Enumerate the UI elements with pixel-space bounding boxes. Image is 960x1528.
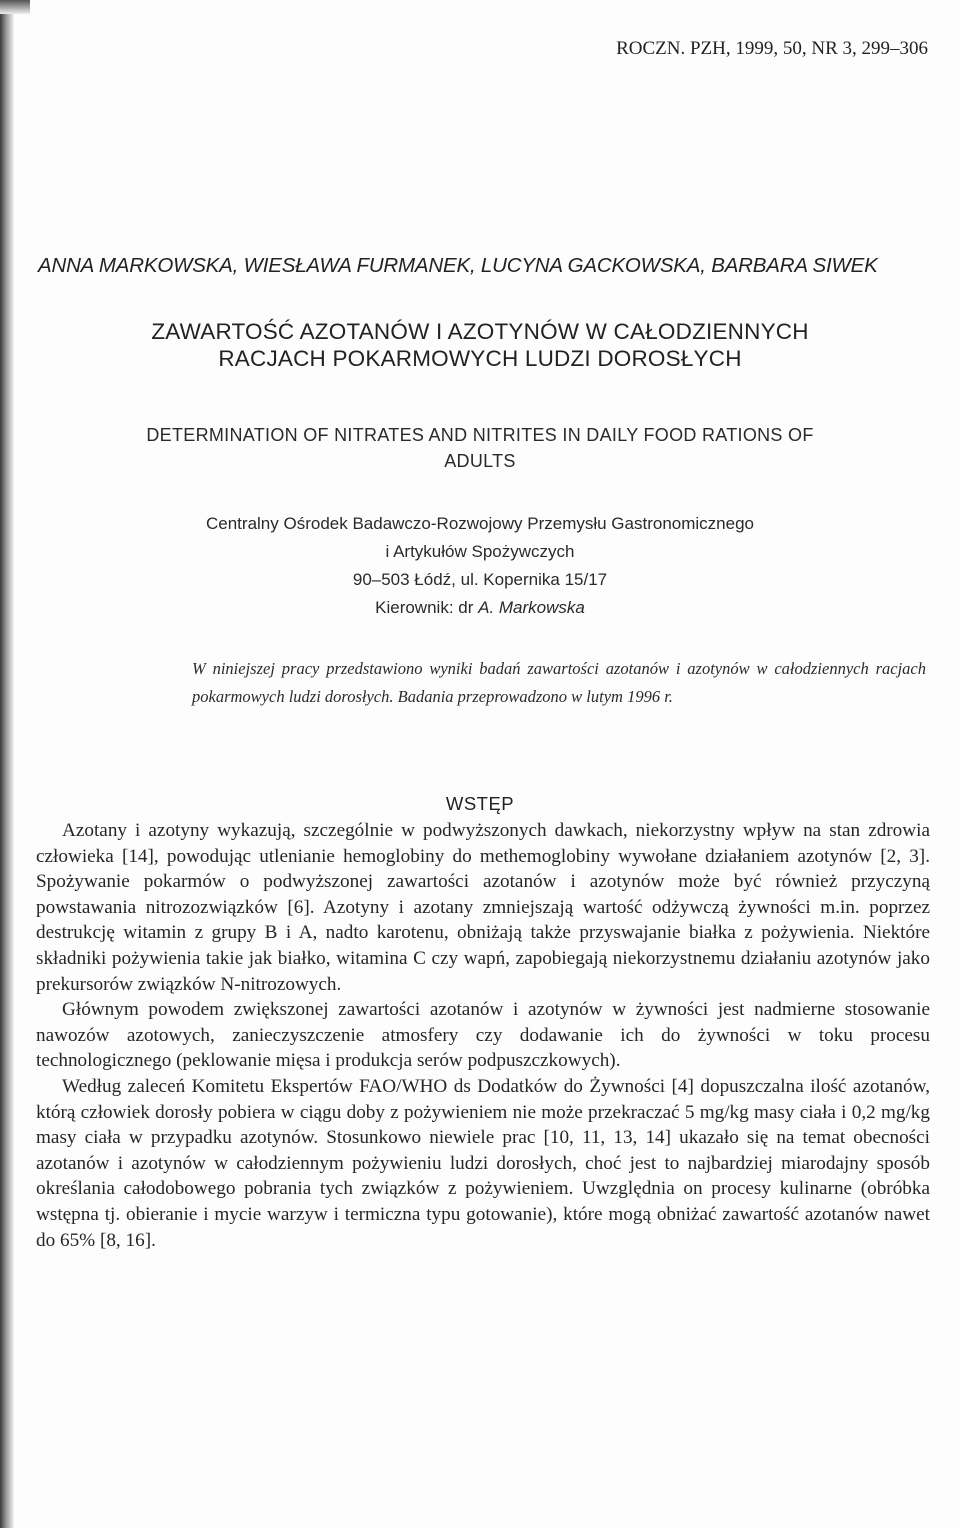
body-paragraph-1: Azotany i azotyny wykazują, szczególnie w podwyższonych dawkach, niekorzystny wpływ na stan zdrowia człowieka [14], powodując utlenianie hemoglobiny do methemoglobiny wywołane działaniem azotynów [2, 3]. Spożywanie pokarmów o podwyższonej zawartości azotanów i azotynów może być również przyczyną powstawania nitrozozwiązków [6]. Azotyny i azotany zmniejszają wartość odżywczą żywności m.in. poprzez destrukcję witamin z grupy B i A, nadto karotenu, obniżają także przyswajanie białka z pożywienia. Niektóre składniki pożywienia takie jak białko, witamina C czy wapń, zapobiegają niekorzystnemu działaniu azotynów jako prekursorów związków N-nitrozowych. [36,820,930,995]
author-list: ANNA MARKOWSKA, WIESŁAWA FURMANEK, LUCYNA GACKOWSKA, BARBARA SIWEK [38,254,878,277]
affiliation-institution-cont: i Artykułów Spożywczych [385,542,575,561]
head-name: A. Markowska [478,598,585,617]
body-paragraph-2: Głównym powodem zwiększonej zawartości azotanów i azotynów w żywności jest nadmierne stosowanie nawozów azotowych, zanieczyszczenie atmosfery czy dodawanie ich do żywności w toku procesu technologicznego (peklowanie mięsa i produkcja serów podpuszczkowych). [36,999,930,1072]
title-polish-line-1: ZAWARTOŚĆ AZOTANÓW I AZOTYNÓW W CAŁODZIENNYCH [151,319,809,344]
affiliation-institution: Centralny Ośrodek Badawczo-Rozwojowy Przemysłu Gastronomicznego [206,514,754,533]
abstract: W niniejszej pracy przedstawiono wyniki badań zawartości azotanów i azotynów w całodziennych racjach pokarmowych ludzi dorosłych. Badania przeprowadzono w lutym 1996 r. [192,659,926,706]
scan-shadow-edge [0,0,14,1528]
body-text [36,818,930,1253]
title-english-line-1: DETERMINATION OF NITRATES AND NITRITES IN DAILY FOOD RATIONS OF [146,425,814,445]
scan-shadow-corner [0,0,30,14]
title-english-line-2: ADULTS [444,451,516,471]
journal-reference: ROCZN. PZH, 1999, 50, NR 3, 299–306 [616,38,928,59]
affiliation-address: 90–503 Łódź, ul. Kopernika 15/17 [352,570,608,589]
affiliation-block [40,510,920,622]
body-paragraph-3: Według zaleceń Komitetu Ekspertów FAO/WHO ds Dodatków do Żywności [4] dopuszczalna ilość azotanów, którą człowiek dorosły pobiera w ciągu doby z pożywieniem nie może przekraczać 5 mg/kg masy ciała i 0,2 mg/kg masy ciała w przypadku azotynów. Stosunkowo niewiele prac [10, 11, 13, 14] ukazało się na temat obecności azotanów i azotynów w całodziennym pożywieniu ludzi dorosłych, choć jest to najbardziej miarodajny sposób określania całodobowego pobrania tych związków z pożywieniem. Uwzględnia on procesy kulinarne (obróbka wstępna tj. obieranie i mycie warzyw i termiczna typu gotowanie), które mogą obniżać zawartość azotanów nawet do 65% [8, 16]. [36,1075,930,1251]
title-polish [40,318,920,372]
title-polish-line-2: RACJACH POKARMOWYCH LUDZI DOROSŁYCH [218,346,742,371]
head-label: Kierownik: dr [375,598,479,617]
title-english [40,422,920,474]
section-heading: WSTĘP [445,793,515,814]
affiliation-head [40,594,920,622]
